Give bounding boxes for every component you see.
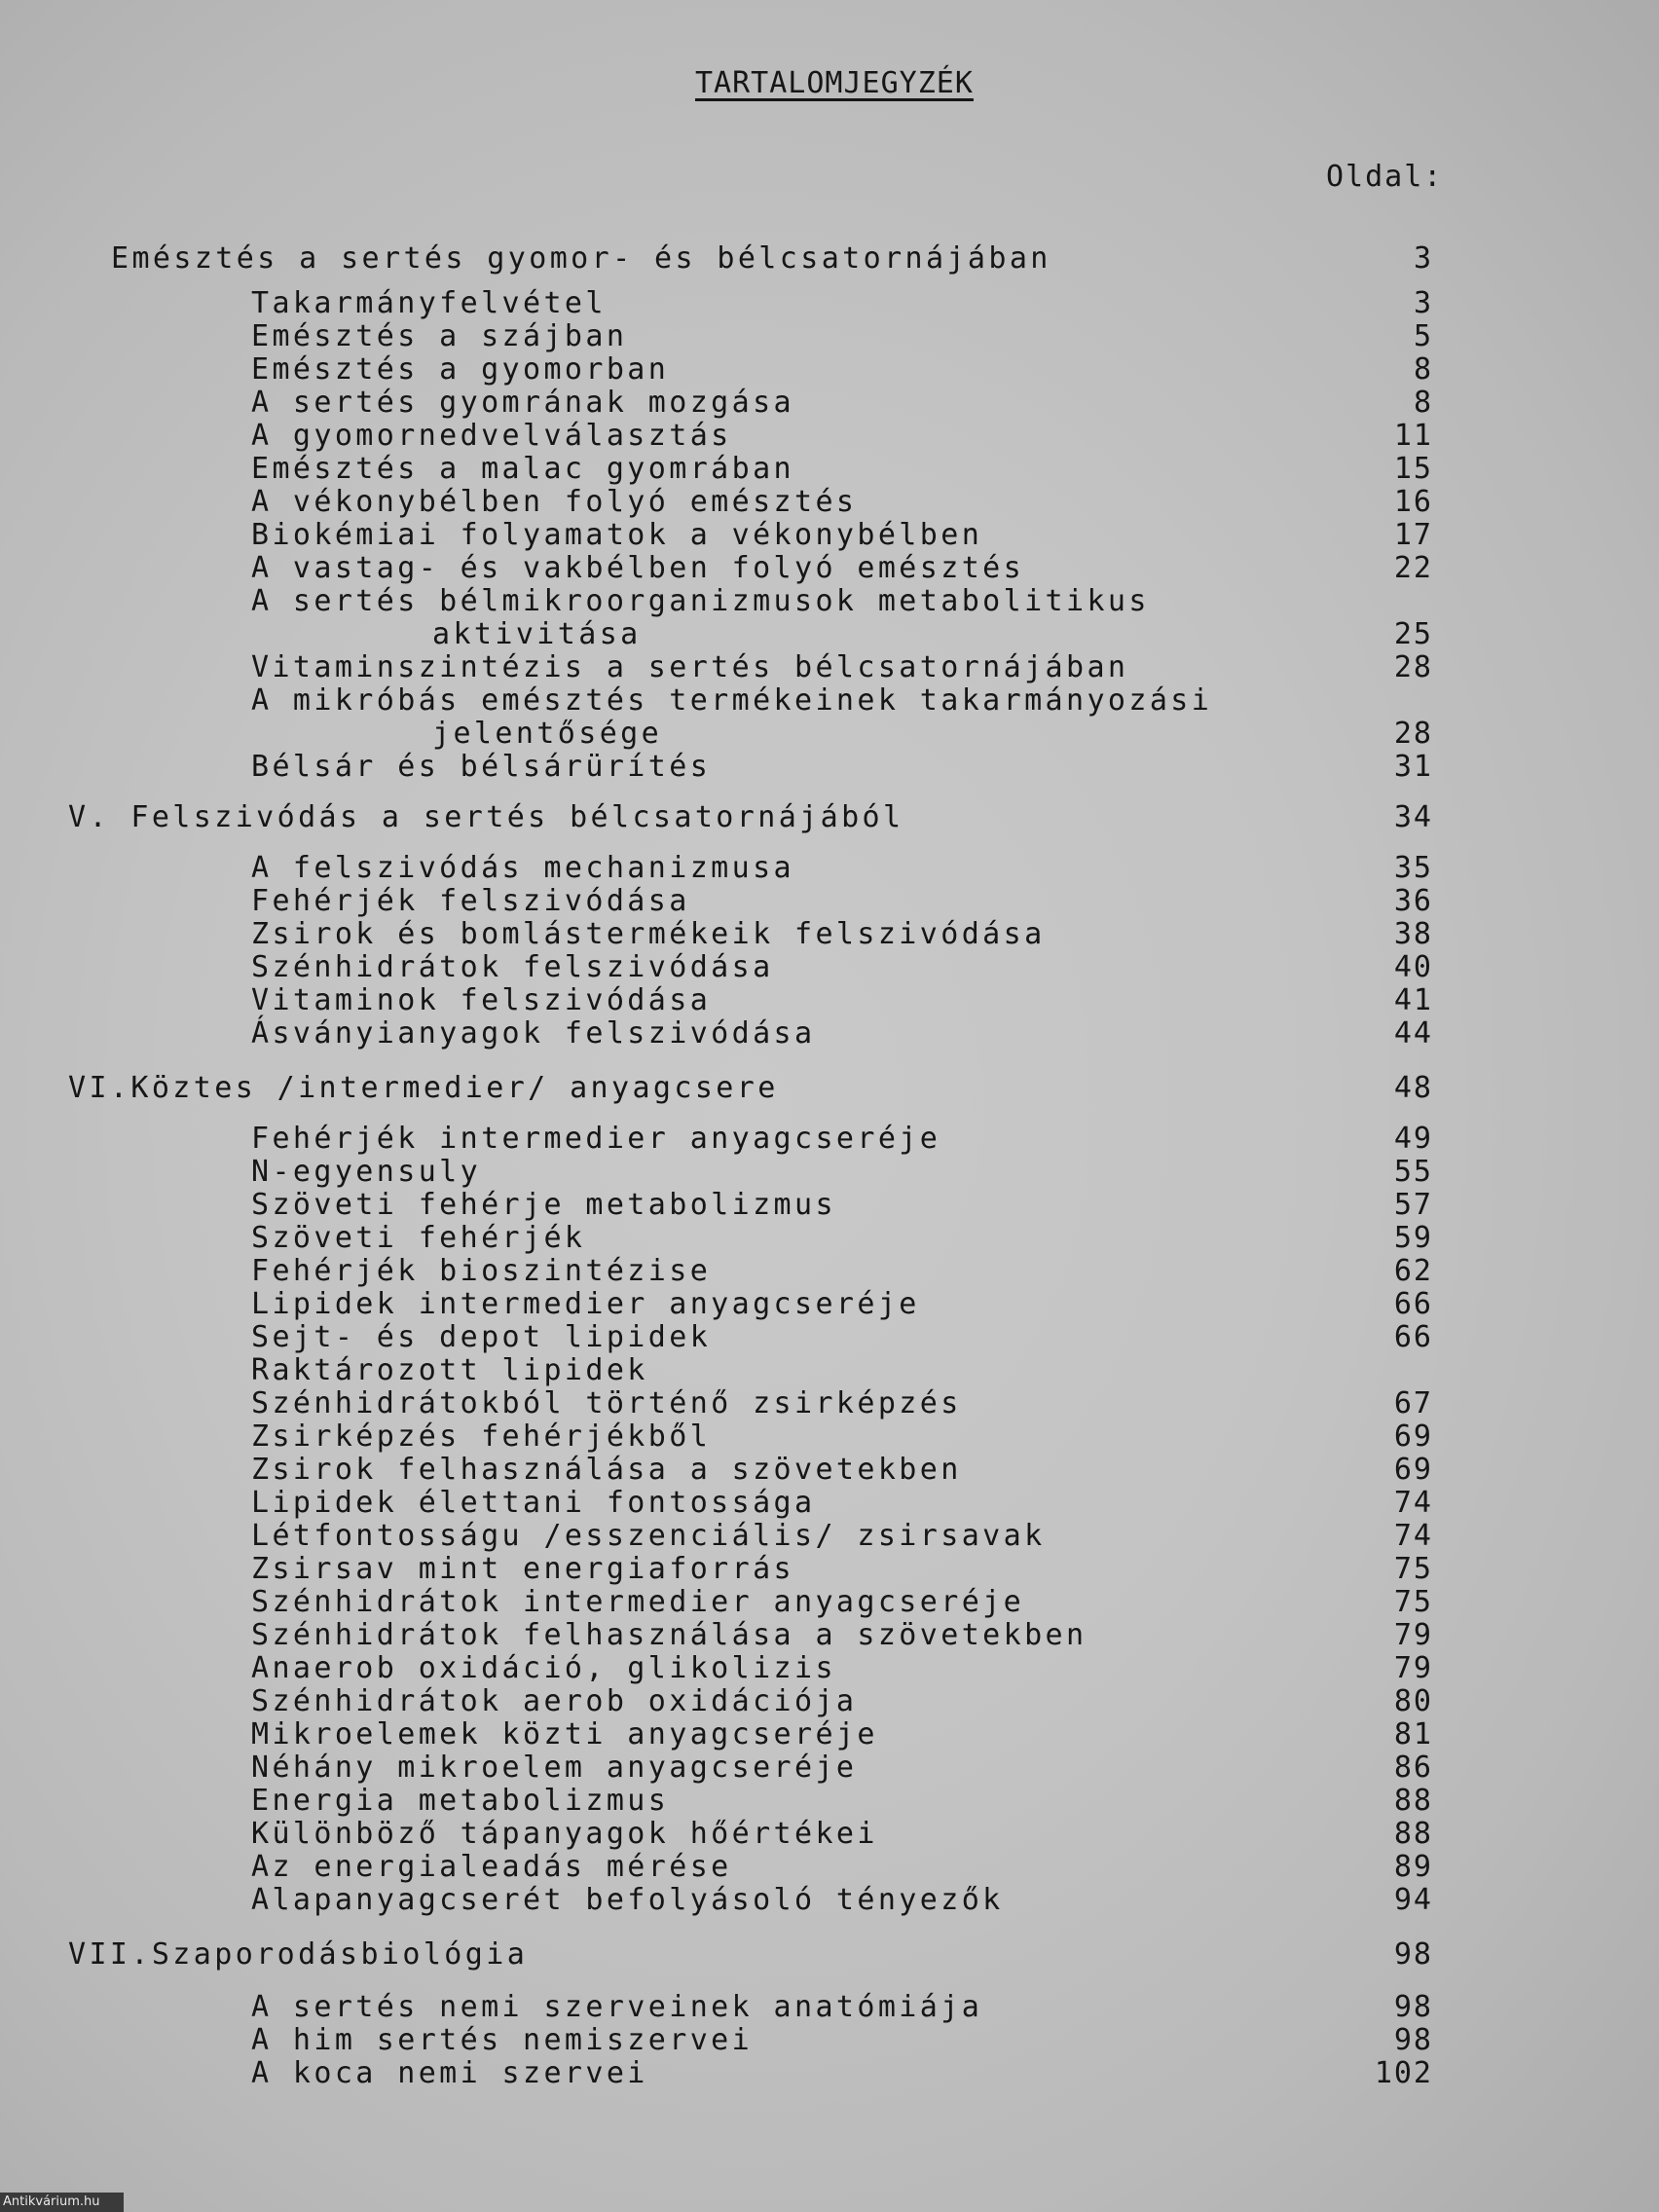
toc-entry-title: Bélsár és bélsárürítés	[251, 750, 712, 784]
toc-entry	[0, 1353, 1659, 1386]
toc-entry-page-number: 75	[1393, 1585, 1433, 1619]
toc-entry-title: Sejt- és depot lipidek	[251, 1320, 712, 1354]
toc-entry-page-number: 11	[1393, 419, 1433, 453]
toc-entry	[0, 750, 1659, 783]
toc-entry-title: V. Felszivódás a sertés bélcsatornájából	[68, 800, 904, 834]
toc-entry-page-number: 15	[1393, 452, 1433, 486]
toc-entry-title: Különböző tápanyagok hőértékei	[251, 1817, 878, 1851]
toc-entry-page-number: 44	[1393, 1016, 1433, 1051]
toc-entry-title: jelentősége	[432, 717, 663, 751]
toc-entry-title: Emésztés a gyomorban	[251, 352, 670, 387]
toc-entry-title: Takarmányfelvétel	[251, 286, 607, 320]
toc-entry-page-number: 74	[1393, 1486, 1433, 1520]
toc-entry-page-number: 79	[1393, 1651, 1433, 1685]
toc-entry	[0, 452, 1659, 485]
toc-entry-page-number: 102	[1374, 2056, 1433, 2090]
toc-entry-page-number: 8	[1413, 352, 1433, 387]
toc-section-entry	[0, 1071, 1659, 1104]
toc-entry	[0, 584, 1659, 617]
toc-entry	[0, 1990, 1659, 2023]
toc-entry-title: A mikróbás emésztés termékeinek takarmányozási	[251, 683, 1213, 718]
toc-entry	[0, 950, 1659, 983]
toc-entry	[0, 983, 1659, 1016]
toc-entry-title: A sertés bélmikroorganizmusok metabolitikus	[251, 584, 1150, 618]
toc-entry-page-number: 41	[1393, 983, 1433, 1017]
toc-entry	[0, 917, 1659, 950]
toc-entry-page-number: 17	[1393, 518, 1433, 552]
toc-entry-title: Alapanyagcserét befolyásoló tényezők	[251, 1883, 1004, 1917]
toc-entry-title: Szénhidrátok aerob oxidációja	[251, 1684, 858, 1718]
toc-entry-page-number: 66	[1393, 1287, 1433, 1321]
toc-entry-page-number: 80	[1393, 1684, 1433, 1718]
toc-entry	[0, 485, 1659, 518]
toc-entry-page-number: 35	[1393, 851, 1433, 885]
toc-entry-page-number: 5	[1413, 319, 1433, 353]
watermark: Antikvárium.hu	[0, 2193, 124, 2212]
toc-entry	[0, 683, 1659, 717]
toc-entry-page-number: 3	[1413, 286, 1433, 320]
toc-entry-title: Szénhidrátokból történő zsirképzés	[251, 1386, 962, 1420]
toc-entry	[0, 241, 1659, 275]
toc-entry-page-number: 75	[1393, 1552, 1433, 1586]
toc-entry-title: Zsirsav mint energiaforrás	[251, 1552, 794, 1586]
toc-entry	[0, 1850, 1659, 1883]
toc-entry-title: Energia metabolizmus	[251, 1784, 670, 1818]
toc-entry	[0, 884, 1659, 917]
toc-entry	[0, 1817, 1659, 1850]
toc-entry	[0, 1122, 1659, 1155]
toc-entry-title: VI.Köztes /intermedier/ anyagcsere	[68, 1071, 779, 1105]
toc-entry-page-number: 48	[1393, 1071, 1433, 1105]
toc-entry-page-number: 89	[1393, 1850, 1433, 1884]
toc-entry-title: Zsirképzés fehérjékből	[251, 1419, 712, 1454]
toc-entry-page-number: 55	[1393, 1155, 1433, 1189]
toc-entry	[0, 1386, 1659, 1419]
toc-entry-title: A sertés nemi szerveinek anatómiája	[251, 1990, 983, 2024]
toc-entry-title: Emésztés a malac gyomrában	[251, 452, 794, 486]
toc-entry	[0, 1221, 1659, 1254]
toc-entry-page-number: 88	[1393, 1784, 1433, 1818]
toc-entry	[0, 1717, 1659, 1751]
toc-entry-page-number: 94	[1393, 1883, 1433, 1917]
toc-entry-title: Az energialeadás mérése	[251, 1850, 732, 1884]
toc-entry-page-number: 69	[1393, 1419, 1433, 1454]
page-title: TARTALOMJEGYZÉK	[695, 66, 974, 100]
toc-entry-page-number: 22	[1393, 551, 1433, 585]
toc-entry-title: aktivitása	[432, 617, 642, 651]
toc-entry-page-number: 62	[1393, 1254, 1433, 1288]
toc-entry-title: A gyomornedvelválasztás	[251, 419, 732, 453]
toc-entry-title: Anaerob oxidáció, glikolizis	[251, 1651, 836, 1685]
toc-entry-title: Fehérjék bioszintézise	[251, 1254, 712, 1288]
toc-entry-title: Vitaminszintézis a sertés bélcsatornájában	[251, 650, 1129, 684]
toc-entry-title: Lipidek élettani fontossága	[251, 1486, 816, 1520]
toc-entry	[0, 1486, 1659, 1519]
toc-entry-title: Szénhidrátok felszivódása	[251, 950, 774, 984]
toc-entry-title: Szénhidrátok felhasználása a szövetekben	[251, 1618, 1088, 1652]
toc-entry-title: Zsirok és bomlástermékeik felszivódása	[251, 917, 1046, 951]
toc-entry	[0, 1618, 1659, 1651]
toc-entry-title: A felszivódás mechanizmusa	[251, 851, 794, 885]
toc-entry-title: Szöveti fehérje metabolizmus	[251, 1188, 836, 1222]
toc-entry-title: Raktározott lipidek	[251, 1353, 648, 1387]
toc-entry-title: Emésztés a szájban	[251, 319, 628, 353]
toc-entry-title: A vékonybélben folyó emésztés	[251, 485, 858, 519]
toc-section-entry	[0, 1937, 1659, 1971]
toc-section-entry	[0, 800, 1659, 833]
toc-entry	[0, 851, 1659, 884]
toc-entry-title: Fehérjék intermedier anyagcseréje	[251, 1122, 941, 1156]
page-column-label: Oldal:	[1326, 160, 1444, 194]
toc-entry-title: Mikroelemek közti anyagcseréje	[251, 1717, 878, 1751]
toc-entry-page-number: 28	[1393, 650, 1433, 684]
toc-entry	[0, 1883, 1659, 1916]
toc-entry	[0, 319, 1659, 352]
toc-entry-page-number: 36	[1393, 884, 1433, 918]
toc-entry-title: Vitaminok felszivódása	[251, 983, 712, 1017]
toc-entry-page-number: 49	[1393, 1122, 1433, 1156]
toc-entry	[0, 2023, 1659, 2056]
toc-entry	[0, 1519, 1659, 1552]
toc-entry-title: A koca nemi szervei	[251, 2056, 648, 2090]
toc-entry-page-number: 69	[1393, 1453, 1433, 1487]
toc-entry-title: A vastag- és vakbélben folyó emésztés	[251, 551, 1025, 585]
toc-entry-title: Ásványianyagok felszivódása	[251, 1016, 816, 1051]
toc-entry	[0, 1016, 1659, 1050]
toc-entry-title: VII.Szaporodásbiológia	[68, 1937, 529, 1972]
toc-entry	[0, 1320, 1659, 1353]
toc-entry	[0, 1585, 1659, 1618]
toc-entry	[0, 1651, 1659, 1684]
toc-entry-title: A him sertés nemiszervei	[251, 2023, 754, 2057]
toc-entry-page-number: 40	[1393, 950, 1433, 984]
toc-entry	[0, 1684, 1659, 1717]
toc-entry	[0, 1188, 1659, 1221]
toc-entry	[0, 551, 1659, 584]
toc-entry-page-number: 86	[1393, 1751, 1433, 1785]
toc-entry-page-number: 34	[1393, 800, 1433, 834]
toc-entry	[0, 1751, 1659, 1784]
toc-entry	[0, 386, 1659, 419]
toc-entry	[0, 1155, 1659, 1188]
toc-entry-page-number: 8	[1413, 386, 1433, 420]
toc-entry	[0, 650, 1659, 683]
toc-entry-page-number: 57	[1393, 1188, 1433, 1222]
toc-entry	[0, 2056, 1659, 2089]
toc-entry-title: Emésztés a sertés gyomor- és bélcsatornájában	[111, 241, 1051, 276]
toc-entry-title: Biokémiai folyamatok a vékonybélben	[251, 518, 983, 552]
toc-entry-page-number: 98	[1393, 2023, 1433, 2057]
toc-entry-page-number: 74	[1393, 1519, 1433, 1553]
toc-entry-page-number: 66	[1393, 1320, 1433, 1354]
toc-entry-page-number: 28	[1393, 717, 1433, 751]
toc-entry-page-number: 67	[1393, 1386, 1433, 1420]
toc-entry-page-number: 98	[1393, 1937, 1433, 1972]
toc-entry-page-number: 79	[1393, 1618, 1433, 1652]
toc-entry-title: Szénhidrátok intermedier anyagcseréje	[251, 1585, 1025, 1619]
toc-entry-title: Fehérjék felszivódása	[251, 884, 690, 918]
toc-entry	[0, 352, 1659, 386]
toc-entry	[0, 419, 1659, 452]
toc-entry	[0, 1784, 1659, 1817]
toc-entry-page-number: 81	[1393, 1717, 1433, 1751]
toc-entry-continuation	[0, 717, 1659, 750]
toc-entry	[0, 1453, 1659, 1486]
toc-entry-continuation	[0, 617, 1659, 650]
toc-entry-title: Néhány mikroelem anyagcseréje	[251, 1751, 858, 1785]
toc-entry	[0, 1254, 1659, 1287]
toc-entry-page-number: 31	[1393, 750, 1433, 784]
toc-entry-page-number: 3	[1413, 241, 1433, 276]
toc-entry-title: Létfontosságu /esszenciális/ zsirsavak	[251, 1519, 1046, 1553]
toc-entry-page-number: 38	[1393, 917, 1433, 951]
toc-entry-title: Zsirok felhasználása a szövetekben	[251, 1453, 962, 1487]
toc-entry-title: Szöveti fehérjék	[251, 1221, 586, 1255]
toc-entry	[0, 1552, 1659, 1585]
toc-entry	[0, 518, 1659, 551]
toc-entry-title: Lipidek intermedier anyagcseréje	[251, 1287, 920, 1321]
toc-entry-page-number: 98	[1393, 1990, 1433, 2024]
toc-entry-page-number: 16	[1393, 485, 1433, 519]
toc-entry-page-number: 59	[1393, 1221, 1433, 1255]
toc-entry-page-number: 25	[1393, 617, 1433, 651]
toc-entry-title: N-egyensuly	[251, 1155, 482, 1189]
toc-entry-title: A sertés gyomrának mozgása	[251, 386, 794, 420]
toc-entry	[0, 1419, 1659, 1453]
toc-entry-page-number: 88	[1393, 1817, 1433, 1851]
toc-entry	[0, 1287, 1659, 1320]
toc-entry	[0, 286, 1659, 319]
